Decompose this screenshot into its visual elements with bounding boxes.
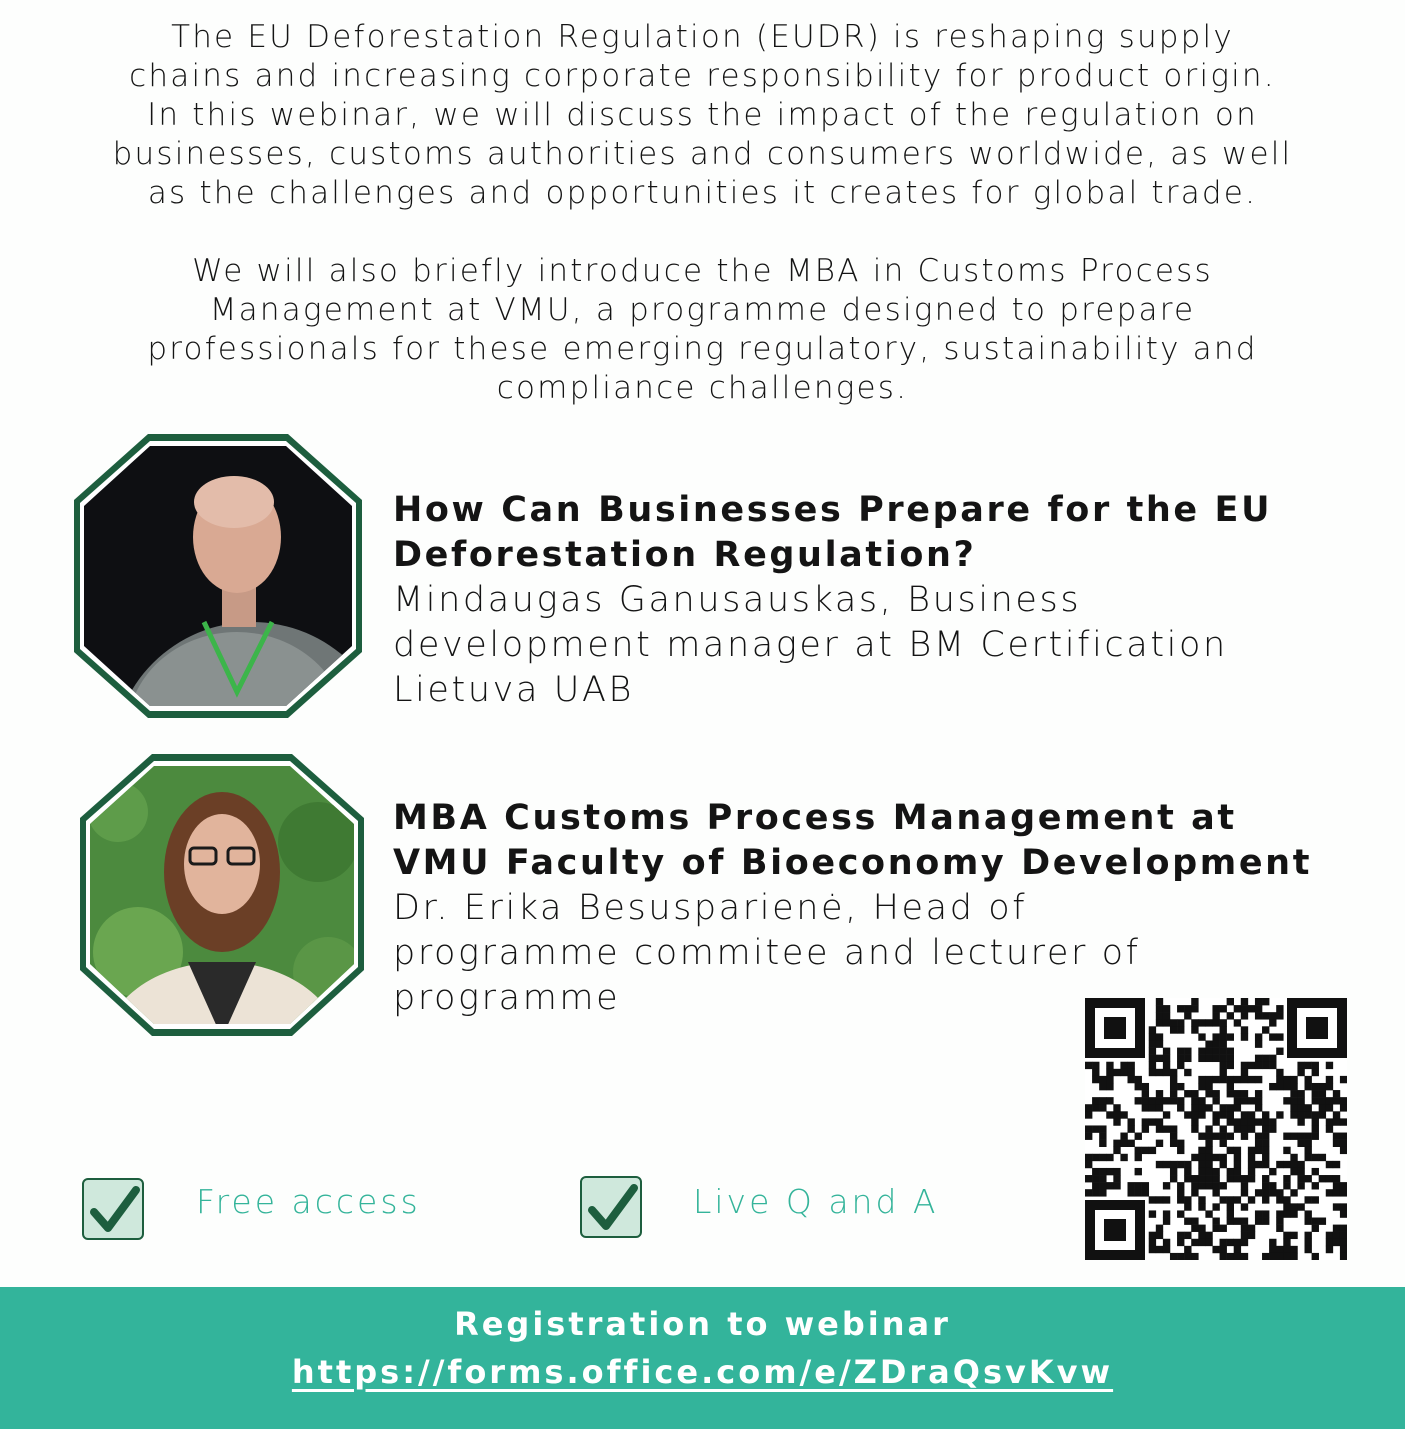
intro-line: chains and increasing corporate responsibility for product origin.	[129, 58, 1276, 94]
feature-free-access: Free access	[196, 1182, 421, 1221]
talk-2	[393, 796, 1353, 1021]
registration-title: Registration to webinar	[454, 1305, 951, 1343]
intro-line: In this webinar, we will discuss the impact of the regulation on	[147, 97, 1258, 133]
qr-code[interactable]	[1085, 998, 1347, 1264]
talk-title-line: MBA Customs Process Management at	[393, 798, 1237, 838]
talk-speaker-line: Dr. Erika Besusparienė, Head of	[393, 888, 1028, 928]
speaker-1-photo	[72, 432, 364, 720]
checkbox-checked-icon	[580, 1176, 642, 1238]
talk-speaker-line: Mindaugas Ganusauskas, Business	[393, 580, 1082, 620]
talk-speaker-line: Lietuva UAB	[393, 670, 635, 710]
intro-line: as the challenges and opportunities it creates for global trade.	[147, 175, 1258, 211]
talk-speaker-line: programme commitee and lecturer of	[393, 933, 1141, 973]
intro-line: The EU Deforestation Regulation (EUDR) is reshaping supply	[171, 19, 1234, 55]
feature-live-qa: Live Q and A	[693, 1182, 939, 1221]
checkbox-checked-icon	[82, 1178, 144, 1240]
talk-title-line: How Can Businesses Prepare for the EU	[393, 490, 1273, 530]
talk-1	[393, 488, 1353, 713]
intro-line: Management at VMU, a programme designed to prepare	[209, 292, 1196, 328]
intro-line: compliance challenges.	[496, 370, 909, 406]
intro-line: We will also briefly introduce the MBA in Customs Process	[192, 253, 1213, 289]
intro-text	[60, 18, 1345, 408]
talk-title-line: Deforestation Regulation?	[393, 535, 977, 575]
talk-1-speaker	[393, 578, 1353, 713]
registration-link[interactable]: https://forms.office.com/e/ZDraQsvKvw	[291, 1353, 1114, 1391]
registration-footer	[0, 1287, 1405, 1429]
intro-line: businesses, customs authorities and consumers worldwide, as well	[112, 136, 1293, 172]
intro-paragraph-1	[60, 18, 1345, 213]
talk-speaker-line: development manager at BM Certification	[393, 625, 1228, 665]
intro-line: professionals for these emerging regulatory, sustainability and	[147, 331, 1258, 367]
talk-speaker-line: programme	[393, 978, 621, 1018]
speaker-2-photo	[78, 752, 366, 1038]
talk-1-title	[393, 488, 1353, 578]
intro-paragraph-2	[60, 252, 1345, 408]
talk-title-line: VMU Faculty of Bioeconomy Development	[393, 843, 1313, 883]
talk-2-title	[393, 796, 1353, 886]
